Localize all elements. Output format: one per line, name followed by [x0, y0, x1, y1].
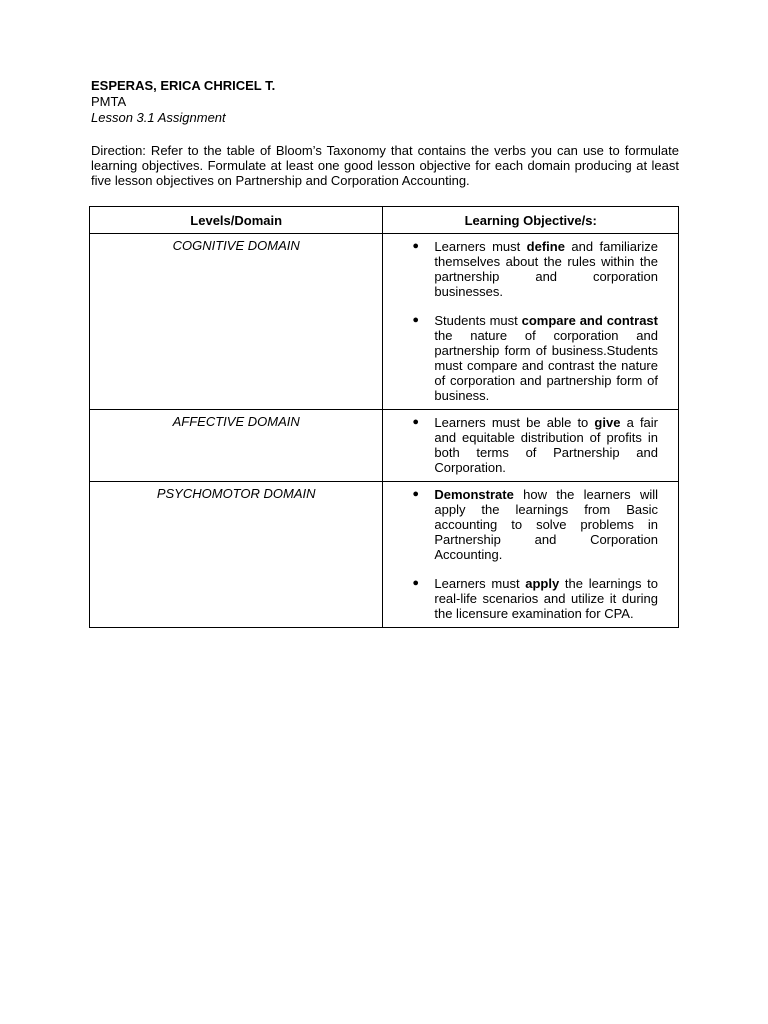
objective-item	[412, 313, 658, 403]
bullet-icon: ●	[412, 416, 420, 428]
objective-text-post: a fair and equitable distribution of profits in both terms of Partnership and Corporation.	[434, 415, 658, 475]
objectives-cell-cognitive	[383, 234, 679, 410]
objective-item	[412, 576, 658, 621]
objective-text-post: the nature of corporation and partnership form of business.Students must compare and contrast the nature of corporation and partnership form of business.	[434, 328, 658, 403]
domain-label-cognitive: COGNITIVE DOMAIN	[90, 234, 383, 410]
bullet-icon: ●	[412, 577, 420, 589]
bullet-icon: ●	[412, 314, 420, 326]
lesson-title: Lesson 3.1 Assignment	[91, 110, 226, 125]
table-row-psychomotor	[90, 482, 679, 628]
objective-verb: Demonstrate	[434, 487, 514, 502]
objective-text-pre: Learners must	[434, 576, 526, 591]
objective-text-pre: Learners must	[434, 239, 527, 254]
header-learning-objectives: Learning Objective/s:	[383, 207, 679, 234]
bullet-icon: ●	[412, 488, 420, 500]
objective-verb: apply	[525, 576, 560, 591]
objective-list	[383, 410, 678, 481]
bullet-icon: ●	[412, 240, 420, 252]
table-row-affective	[90, 410, 679, 482]
student-name: ESPERAS, ERICA CHRICEL T.	[91, 78, 276, 93]
objective-text-pre: Learners must be able to	[434, 415, 595, 430]
objective-item	[412, 487, 658, 562]
header-levels-domain: Levels/Domain	[90, 207, 383, 234]
course-code: PMTA	[91, 94, 127, 109]
objectives-cell-psychomotor	[383, 482, 679, 628]
objective-item	[412, 239, 658, 299]
direction-paragraph: Direction: Refer to the table of Bloom’s Taxonomy that contains the verbs you can use to formulate learning objectives. Formulate at least one good lesson objective for each domain producing at least five lesson objectives on Partnership and Corporation Accounting.	[91, 143, 679, 188]
objective-verb: compare and contrast	[521, 313, 658, 328]
objective-text-post: how the learners will apply the learnings from Basic accounting to solve problems in Partnership and Corporation Accounting.	[434, 487, 658, 562]
document-header	[91, 78, 691, 126]
objective-list	[383, 234, 678, 409]
objective-text-pre: Students must	[434, 313, 522, 328]
objective-text-post: and familiarize themselves about the rules within the partnership and corporation businesses.	[434, 239, 658, 299]
objective-list	[383, 482, 678, 627]
objective-verb: give	[594, 415, 621, 430]
objectives-cell-affective	[383, 410, 679, 482]
objective-verb: define	[526, 239, 565, 254]
domain-label-psychomotor: PSYCHOMOTOR DOMAIN	[90, 482, 383, 628]
table-header-row	[90, 207, 679, 234]
objective-text-post: the learnings to real-life scenarios and utilize it during the licensure examination for CPA.	[434, 576, 659, 621]
table-row-cognitive	[90, 234, 679, 410]
objective-item	[412, 415, 658, 475]
blooms-domain-table	[89, 206, 679, 628]
domain-label-affective: AFFECTIVE DOMAIN	[90, 410, 383, 482]
